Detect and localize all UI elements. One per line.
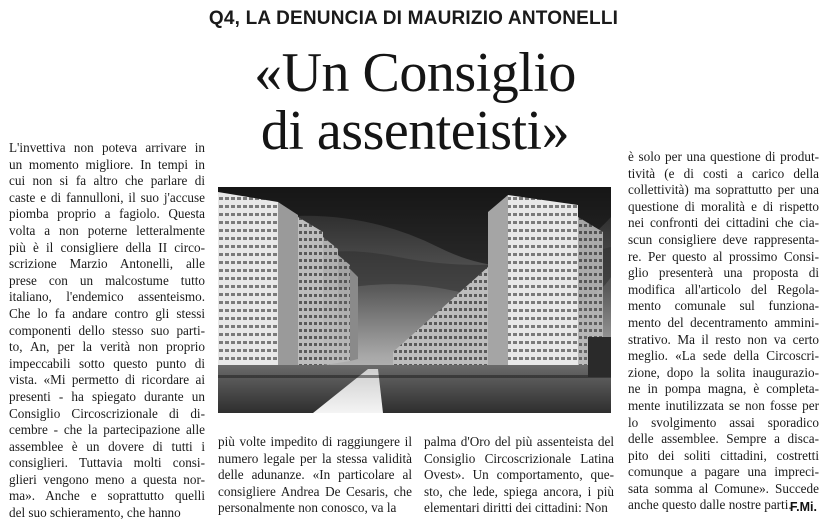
text-line: delle assemblee. Sempre a disca- [628, 431, 819, 447]
text-line: è solo per una questione di produt- [628, 149, 819, 164]
text-line: glio presenterà una proposta di [628, 265, 819, 281]
text-line: mento comunale sul funziona- [628, 298, 819, 314]
text-line: più volte impedito di raggiungere il [218, 434, 412, 449]
text-line: meglio. «La sede della Circoscri- [628, 348, 819, 364]
text-line: Consiglio Circoscrizionale di di- [9, 405, 205, 421]
text-line: presenti - ha spiegato durante un [9, 388, 205, 404]
text-line: sata somma al Comune». Succede [628, 480, 819, 496]
text-line: del suo schieramento, che hanno [9, 505, 181, 521]
text-line: caste e di fannulloni, il suo j'accuse [9, 189, 205, 205]
author-signature: F.Mi. [789, 500, 817, 514]
text-line: consigliere Andrea De Cesaris, che [218, 483, 412, 499]
headline-line-1: «Un Consiglio [254, 42, 576, 104]
text-line: componenti dello stesso suo parti- [9, 322, 205, 338]
text-line: sto, che lede, spiega ancora, i più [424, 483, 614, 499]
text-line: cui non si fa altro che parlare di [9, 173, 205, 189]
text-line: personalmente non conosco, va la [218, 500, 397, 516]
text-line: modifica all'articolo del Regola- [628, 281, 819, 297]
text-line: zione, dopo la solita inaugurazio- [628, 364, 819, 380]
article-headline [180, 44, 650, 160]
text-line: italiano, l'endemico assenteismo. [9, 289, 205, 305]
body-column-2 [218, 434, 412, 517]
text-line: anche questo dalle nostre parti. [628, 497, 792, 513]
text-line: comunque a pagare una imprеci- [628, 464, 819, 480]
text-line: un momento migliore. In tempi in [9, 156, 205, 172]
text-line: ma». Anche e soprattutto quelli [9, 488, 205, 504]
body-column-4 [628, 149, 819, 514]
text-line: prese con un malcostume tutto [9, 272, 205, 288]
text-line: tività (e di costi a carico della [628, 165, 819, 181]
text-line: mento del decentramento ammini- [628, 314, 819, 330]
text-line: pito dei soliti cittadini, costretti [628, 447, 819, 463]
text-line: L'invettiva non poteva arrivare in [9, 140, 205, 155]
text-line: palma d'Oro del più assenteista del [424, 434, 614, 449]
article-photo [218, 187, 611, 413]
text-line: vista. «Mi permetto di ricordare ai [9, 372, 205, 388]
text-line: più è il consigliere della II circo- [9, 239, 205, 255]
text-line: scrizione Marzio Antonelli, alle [9, 256, 205, 272]
text-line: scun consigliere deve rappresenta- [628, 231, 819, 247]
text-line: cembre - che la partecipazione alle [9, 422, 205, 438]
text-line: consiglieri. Tuttavia molti consi- [9, 455, 205, 471]
text-line: assemblee è un dovere di tutti i [9, 438, 205, 454]
text-line: re. Per questo al prossimo Consi- [628, 248, 819, 264]
text-line: ne in pompa magna, è completa- [628, 381, 819, 397]
text-line: strativo. Ma il resto non va certo [628, 331, 819, 347]
text-line: delle adunanze. «In particolare al [218, 467, 412, 483]
text-line: lo svolgimento assai sporadico [628, 414, 819, 430]
body-column-1 [9, 140, 205, 522]
text-line: elementari diritti dei cittadini: Non [424, 500, 608, 516]
text-line: piomba proprio a fagiolo. Questa [9, 206, 205, 222]
text-line: impeccabili sotto questo punto di [9, 355, 205, 371]
text-line: numero legale per la stessa validità [218, 450, 412, 466]
text-line: Consiglio Circoscrizionale Latina [424, 450, 614, 466]
text-line: Che lo fa andare contro gli stessi [9, 305, 205, 321]
text-line: Ovest». Un comportamento, que- [424, 467, 614, 483]
text-line: volta a non poterne letteralmente [9, 222, 205, 238]
article-kicker: Q4, LA DENUNCIA DI MAURIZIO ANTONELLI [208, 8, 619, 29]
text-line: to, An, per la verità non proprio [9, 339, 205, 355]
text-line: glieri vengono meno a questa nor- [9, 471, 205, 487]
headline-line-2: di assenteisti» [260, 100, 570, 162]
text-line: questione di moralità e di rispetto [628, 198, 819, 214]
text-line: nei confronti dei cittadini che cia- [628, 215, 819, 231]
apartment-blocks-photo [218, 187, 611, 413]
text-line: collettività) ma soprattutto per una [628, 182, 819, 198]
body-column-3 [424, 434, 614, 517]
text-line: mente inutilizzata se non fosse per [628, 397, 819, 413]
